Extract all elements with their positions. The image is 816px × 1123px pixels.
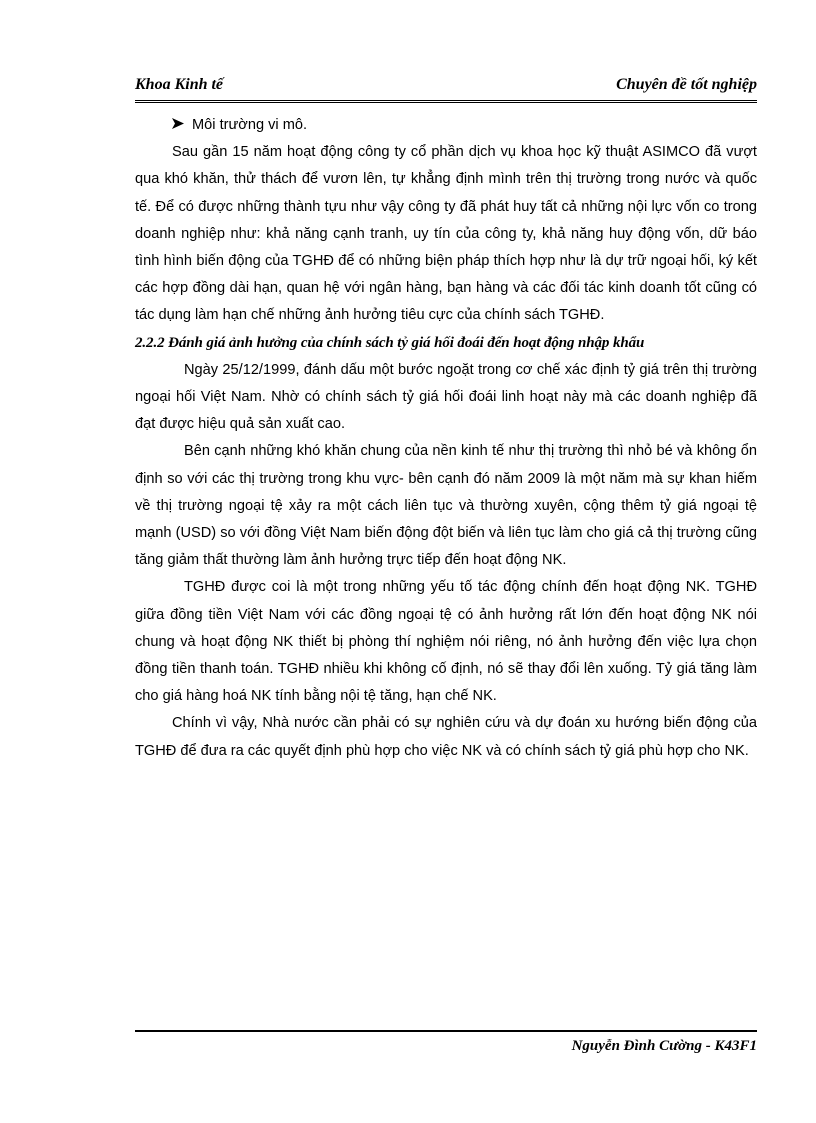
page-body	[135, 112, 757, 765]
paragraph-2: Ngày 25/12/1999, đánh dấu một bước ngoặt trong cơ chế xác định tỷ giá trên thị trường ngoại hối Việt Nam. Nhờ có chính sách tỷ giá hối đoái linh hoạt này mà các doanh nghiệp đã đạt được hiệu quả sản xuất cao.	[135, 361, 757, 433]
page-header	[135, 74, 757, 103]
footer-author: Nguyễn Đình Cường - K43F1	[571, 1038, 757, 1054]
bullet-item	[135, 112, 757, 139]
arrowhead-bullet-icon	[172, 112, 192, 139]
header-document-type: Chuyên đề tốt nghiệp	[616, 76, 757, 93]
paragraph-4: TGHĐ được coi là một trong những yếu tố tác động chính đến hoạt động NK. TGHĐ giữa đồng tiền Việt Nam với các đồng ngoại tệ có ảnh hưởng rất lớn đến hoạt động NK nói chung và hoạt động NK thiết bị phòng thí nghiệm nói riêng, nó ảnh hưởng đến việc lựa chọn đồng tiền thanh toán. TGHĐ nhiều khi không cố định, nó sẽ thay đổi lên xuống. Tỷ giá tăng làm cho giá hàng hoá NK tính bằng nội tệ tăng, hạn chế NK.	[135, 579, 757, 705]
header-faculty: Khoa Kinh tế	[135, 76, 224, 93]
paragraph-5: Chính vì vậy, Nhà nước cần phải có sự nghiên cứu và dự đoán xu hướng biến động của TGHĐ để đưa ra các quyết định phù hợp cho việc NK và có chính sách tỷ giá phù hợp cho NK.	[135, 715, 757, 759]
paragraph-3: Bên cạnh những khó khăn chung của nền kinh tế như thị trường thì nhỏ bé và không ổn định so với các thị trường trong khu vực- bên cạnh đó năm 2009 là một năm mà sự khan hiếm về thị trường ngoại tệ xảy ra một cách liên tục và thường xuyên, cộng thêm tỷ giá ngoại tệ mạnh (USD) so với đồng Việt Nam biến động đột biến và liên tục làm cho giá cả thị trường cũng tăng giảm thất thường làm ảnh hưởng trực tiếp đến hoạt động NK.	[135, 443, 757, 569]
page-footer	[135, 1030, 757, 1062]
bullet-text: Môi trường vi mô.	[192, 117, 308, 133]
section-heading: 2.2.2 Đánh giá ảnh hưởng của chính sách tỷ giá hối đoái đến hoạt động nhập khẩu	[135, 334, 645, 351]
paragraph-1: Sau gần 15 năm hoạt động công ty cổ phần dịch vụ khoa học kỹ thuật ASIMCO đã vượt qua khó khăn, thử thách để vươn lên, tự khẳng định mình trên thị trường trong nước và quốc tế. Để có được những thành tựu như vậy công ty đã phát huy tất cả những nội lực vốn co trong doanh nghiệp như: khả năng cạnh tranh, uy tín của công ty, khả năng huy động vốn, dữ báo tình hình biến động của TGHĐ để có những biện pháp thích hợp như là dự trữ ngoại hối, ký kết các hợp đồng dài hạn, quan hệ với ngân hàng, bạn hàng và các đối tác kinh doanh tốt cũng có tác dụng làm hạn chế những ảnh hưởng tiêu cực của chính sách TGHĐ.	[135, 144, 757, 324]
